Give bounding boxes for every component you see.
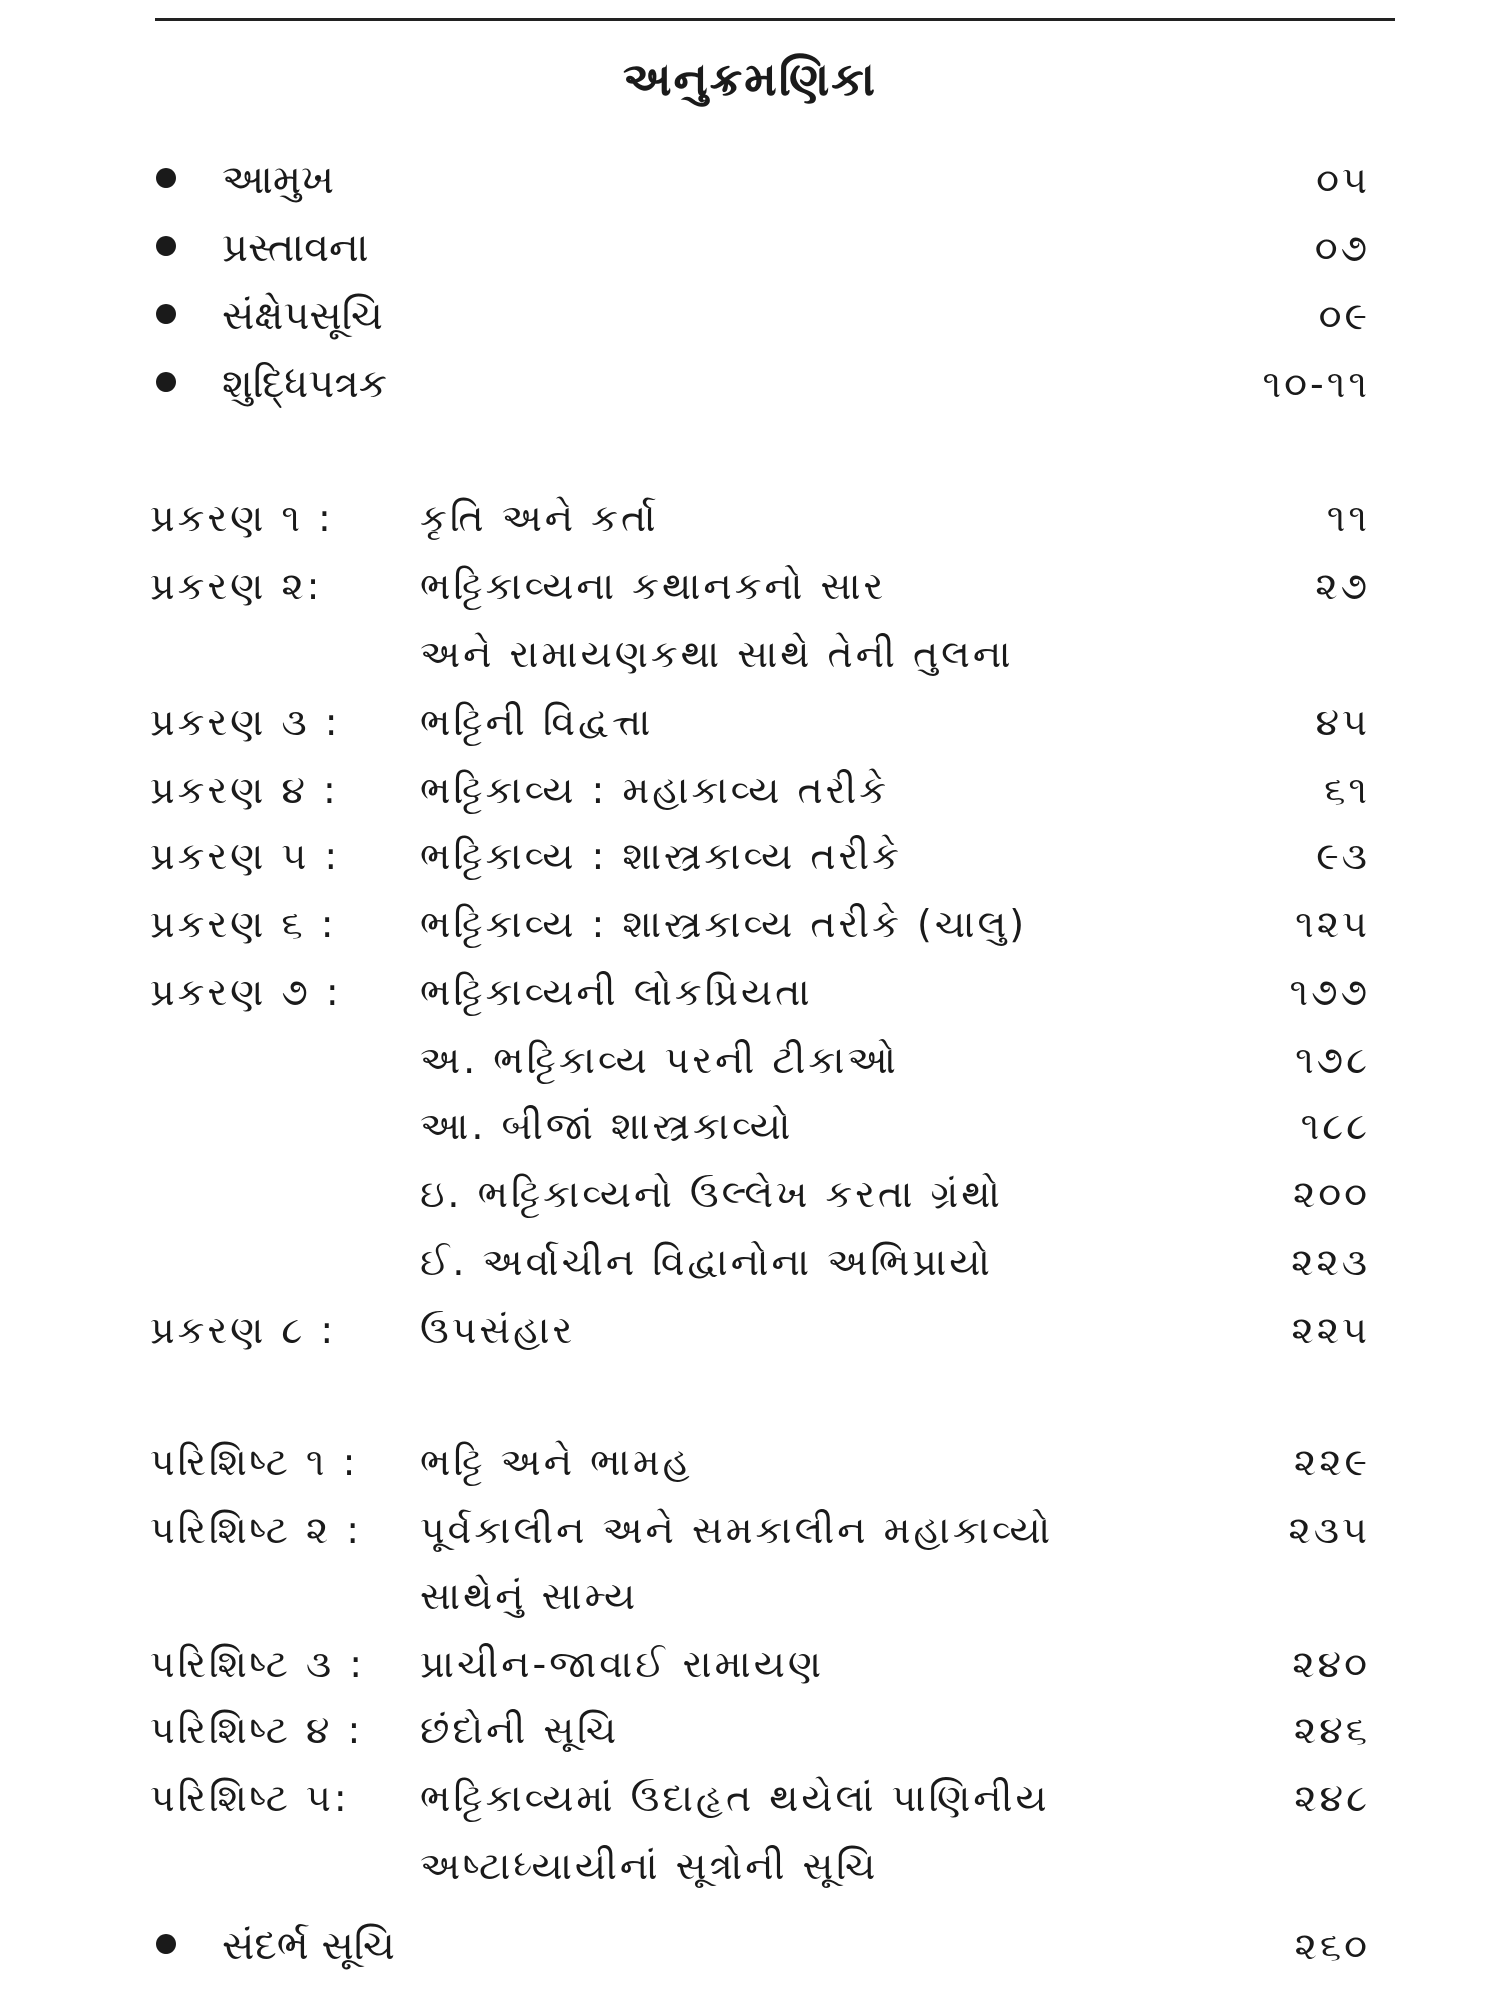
entry-page-number: ૦૭ [1314, 226, 1370, 270]
entry-page-number: ૧૭૭ [1289, 970, 1370, 1014]
entry-label: પ્રકરણ ૮ : [150, 1308, 337, 1352]
toc-entry [0, 218, 1500, 278]
entry-title: ભટ્ટિકાવ્ય : મહાકાવ્ય તરીકે [420, 768, 890, 812]
top-rule [155, 18, 1395, 21]
entry-title: ભટ્ટિકાવ્યમાં ઉદાહૃત થયેલાં પાણિનીય [420, 1776, 1050, 1820]
toc-entry [0, 488, 1500, 548]
entry-title: ભટ્ટિકાવ્ય : શાસ્ત્રકાવ્ય તરીકે [420, 834, 902, 878]
entry-page-number: ૧૨૫ [1295, 902, 1370, 946]
entry-title: શુદ્ધિપત્રક [222, 361, 388, 407]
toc-entry [0, 286, 1500, 346]
entry-title: સંક્ષેપસૂચિ [222, 293, 383, 339]
entry-title: અને રામાયણકથા સાથે તેની તુલના [420, 632, 1014, 676]
entry-title: આમુખ [222, 157, 334, 203]
toc-entry [0, 1500, 1500, 1560]
entry-page-number: ૨૬૦ [1294, 1924, 1370, 1968]
toc-entry [0, 1836, 1500, 1896]
entry-label: પ્રકરણ ૭ : [150, 970, 342, 1014]
bullet-icon [156, 372, 176, 392]
entry-page-number: ૧૭૮ [1295, 1038, 1370, 1082]
entry-label: પ્રકરણ ૧ : [150, 496, 334, 540]
entry-page-number: ૨૨૫ [1291, 1308, 1370, 1352]
entry-page-number: ૪૫ [1315, 700, 1370, 744]
entry-title: પૂર્વકાલીન અને સમકાલીન મહાકાવ્યો [420, 1508, 1054, 1552]
entry-page-number: ૨૨૯ [1293, 1440, 1370, 1484]
page-title: અનુક્રમણિકા [622, 52, 877, 106]
entry-title: પ્રસ્તાવના [222, 225, 369, 271]
entry-title: ભટ્ટિની વિદ્વત્તા [420, 700, 654, 744]
entry-page-number: ૨૨૩ [1291, 1240, 1370, 1284]
entry-label: પ્રકરણ ૩ : [150, 700, 341, 744]
bullet-icon [156, 236, 176, 256]
entry-title: ઇ. ભટ્ટિકાવ્યનો ઉલ્લેખ કરતા ગ્રંથો [420, 1172, 1003, 1216]
bullet-icon [156, 1934, 176, 1954]
entry-title: ભટ્ટિ અને ભામહ [420, 1440, 693, 1484]
toc-entry [0, 692, 1500, 752]
entry-title: સંદર્ભ સૂચિ [222, 1923, 395, 1969]
entry-page-number: ૨૭ [1315, 564, 1370, 608]
entry-page-number: ૨૦૦ [1292, 1172, 1370, 1216]
entry-label: પરિશિષ્ટ ૩ : [150, 1642, 366, 1686]
toc-entry [0, 1232, 1500, 1292]
entry-label: પરિશિષ્ટ ૪ : [150, 1708, 364, 1752]
toc-entry [0, 826, 1500, 886]
toc-entry [0, 556, 1500, 616]
bullet-icon [156, 168, 176, 188]
entry-page-number: ૬૧ [1324, 768, 1370, 812]
entry-page-number: ૨૩૫ [1288, 1508, 1370, 1552]
toc-entry [0, 894, 1500, 954]
toc-entry [0, 760, 1500, 820]
toc-entry [0, 354, 1500, 414]
entry-page-number: ૨૪૮ [1294, 1776, 1370, 1820]
entry-title: સાથેનું સામ્ય [420, 1574, 639, 1618]
entry-title: ભટ્ટિકાવ્ય : શાસ્ત્રકાવ્ય તરીકે (ચાલુ) [420, 902, 1028, 946]
bullet-icon [156, 304, 176, 324]
entry-title: આ. બીજાં શાસ્ત્રકાવ્યો [420, 1104, 794, 1148]
toc-entry [0, 1300, 1500, 1360]
entry-page-number: ૨૪૦ [1292, 1642, 1370, 1686]
toc-entry [0, 1700, 1500, 1760]
toc-entry [0, 1030, 1500, 1090]
entry-label: પ્રકરણ ૫ : [150, 834, 341, 878]
toc-entry [0, 1916, 1500, 1976]
toc-entry [0, 962, 1500, 1022]
entry-title: ઉપસંહાર [420, 1308, 576, 1352]
entry-page-number: ૨૪૬ [1293, 1708, 1370, 1752]
entry-page-number: ૦૯ [1318, 294, 1370, 338]
entry-label: પરિશિષ્ટ ૫: [150, 1776, 350, 1820]
entry-page-number: ૧૧ [1326, 496, 1370, 540]
toc-entry [0, 624, 1500, 684]
entry-title: કૃતિ અને કર્તા [420, 496, 659, 540]
entry-title: ભટ્ટિકાવ્યની લોકપ્રિયતા [420, 970, 813, 1014]
entry-page-number: ૦૫ [1316, 158, 1370, 202]
entry-title: અષ્ટાધ્યાયીનાં સૂત્રોની સૂચિ [420, 1844, 879, 1888]
entry-label: પરિશિષ્ટ ૧ : [150, 1440, 359, 1484]
entry-label: પ્રકરણ ૨: [150, 564, 323, 608]
entry-title: છંદોની સૂચિ [420, 1708, 620, 1752]
toc-entry [0, 150, 1500, 210]
toc-entry [0, 1164, 1500, 1224]
entry-page-number: ૧૦-૧૧ [1262, 362, 1370, 406]
toc-entry [0, 1634, 1500, 1694]
toc-entry [0, 1566, 1500, 1626]
entry-title: અ. ભટ્ટિકાવ્ય પરની ટીકાઓ [420, 1038, 899, 1082]
entry-label: પ્રકરણ ૬ : [150, 902, 337, 946]
entry-title: ઈ. અર્વાચીન વિદ્વાનોના અભિપ્રાયો [420, 1240, 993, 1284]
entry-page-number: ૧૮૮ [1300, 1104, 1370, 1148]
toc-entry [0, 1768, 1500, 1828]
entry-title: પ્રાચીન-જાવાઈ રામાયણ [420, 1642, 824, 1686]
toc-entry [0, 1096, 1500, 1156]
entry-page-number: ૯૩ [1316, 834, 1370, 878]
entry-label: પ્રકરણ ૪ : [150, 768, 339, 812]
toc-entry [0, 1432, 1500, 1492]
entry-label: પરિશિષ્ટ ૨ : [150, 1508, 363, 1552]
entry-title: ભટ્ટિકાવ્યના કથાનકનો સાર [420, 564, 887, 608]
